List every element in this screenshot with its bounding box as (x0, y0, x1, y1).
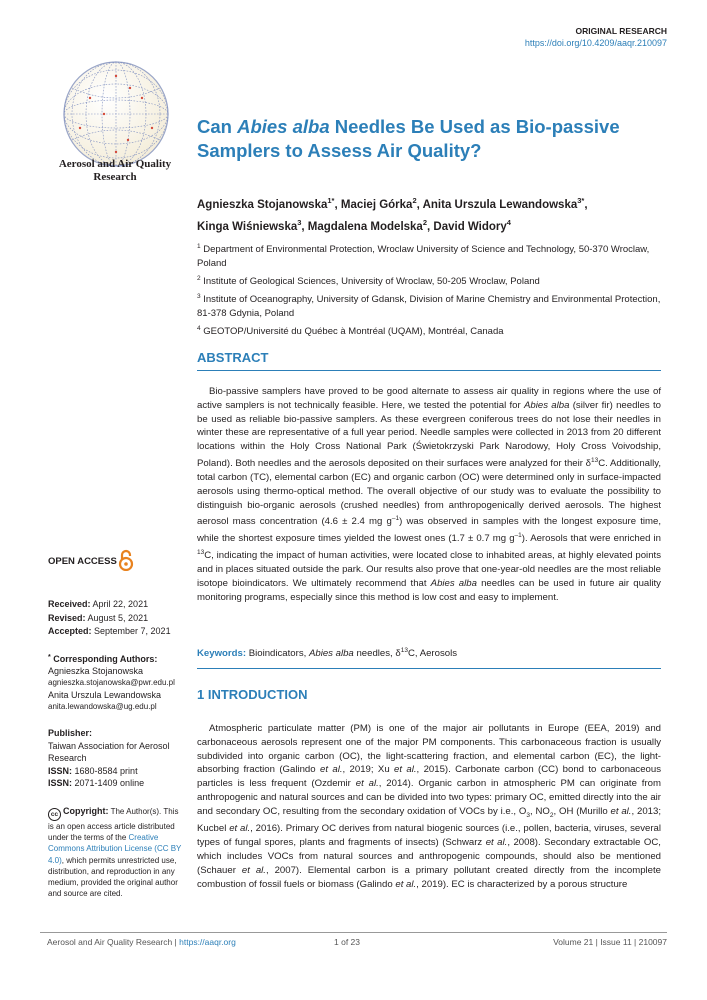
introduction-seg: et al. (395, 878, 417, 890)
introduction-seg: et al. (610, 805, 632, 817)
keywords-seg: C, Aerosols (407, 648, 458, 660)
author: Anita Urszula Lewandowska (422, 198, 578, 211)
abstract-sup: –1 (391, 515, 400, 523)
article-type-label: ORIGINAL RESEARCH (575, 26, 667, 36)
issn-print: 1680-8584 print (72, 765, 138, 776)
article-title (197, 115, 667, 163)
journal-name-line1: Aerosol and Air Quality (58, 158, 172, 170)
issn-online: 2071-1409 online (72, 778, 145, 788)
copyright-text: The Author(s). This is an open access article distributed under the terms of the (48, 807, 179, 843)
abstract-italic: Abies alba (430, 578, 477, 590)
abstract-text (197, 385, 661, 605)
author-sup: 2 (412, 196, 417, 205)
author-sep: , (334, 198, 341, 211)
affiliation-list (197, 240, 667, 341)
introduction-seg: , 2008). Secondary extractable OC, which includes VOCs from natural sources and anthropogenic compounds, should also be mentioned (Schauer (197, 837, 661, 876)
open-access-label: OPEN ACCESS (48, 556, 117, 567)
abstract-italic: Abies alba (524, 399, 570, 411)
keywords-seg: needles, δ (353, 648, 401, 660)
asterisk-mark: * (48, 654, 51, 661)
author-sup: 2 (422, 217, 428, 227)
introduction-seg: , 2014). Organic carbon in atmospheric PM can originate from anthropogenic and natural sources and can be divided into two types: primary OC, emitted directly into the air and secondary OC, resulting from the secondary oxidation of VOCs by i.e., O (197, 778, 661, 817)
keywords-italic: Abies alba (308, 648, 354, 660)
affiliation-num: 3 (197, 293, 201, 301)
introduction-seg: Atmospheric particulate matter (PM) is one of the major air pollutants in Europe (EEA, 2019) and carbonaceous aerosols represent one of the major PM components. This carbonaceous fraction is usually subdivided into organic carbon (OC), the light-scattering fraction, and elemental carbon (EC), the light-absorbing fraction (Galindo (197, 723, 661, 776)
introduction-seg: , 2019; Xu (342, 764, 395, 776)
received-label: Received: (48, 599, 91, 609)
introduction-seg: 3 (526, 811, 530, 819)
journal-name (45, 158, 185, 184)
abstract-sup: 13 (197, 549, 205, 557)
introduction-seg: et al. (485, 837, 508, 849)
issn-label: ISSN: (48, 765, 73, 776)
introduction-heading: 1 INTRODUCTION (197, 687, 308, 702)
issn-label: ISSN: (48, 778, 73, 788)
revised-label: Revised: (48, 612, 86, 623)
affiliation (197, 290, 667, 321)
author-sup: 3* (577, 196, 585, 205)
keywords-label: Keywords: (197, 648, 247, 660)
affiliation (197, 240, 667, 271)
introduction-seg: , 2015). Carbonate carbon (CC) bond to carbonaceous particles is less frequent (Ozdemir (197, 764, 662, 790)
introduction-text (197, 722, 661, 891)
abstract-seg: ). Aerosols that were enriched in (521, 533, 661, 545)
corresponding-label: Corresponding Authors: (53, 654, 158, 664)
received-date (48, 598, 171, 612)
author-sep: , (301, 220, 308, 233)
introduction-seg: et al. (319, 764, 343, 776)
copyright-notice (48, 806, 183, 899)
open-access-lock-icon (118, 549, 134, 571)
author-list (197, 192, 667, 236)
journal-name-line2: Research (93, 171, 137, 183)
author-sup: 4 (506, 217, 511, 227)
author: Magdalena Modelska (307, 220, 423, 233)
abstract-seg: C, indicating the impact of human activities, were located close to inhabited areas, at highly elevated points and in places situated outside the park. Our results also prove that one-year-old needles are the most reliable isotope bioindicators. We ultimately recommend that (197, 550, 661, 590)
author: David Widory (433, 220, 507, 233)
author-sep: , (416, 198, 423, 211)
copyright-label: Copyright: (63, 806, 109, 816)
footer-journal-name: Aerosol and Air Quality Research | (47, 937, 180, 947)
affiliation-text: GEOTOP/Université du Québec à Montréal (UQAM), Montréal, Canada (200, 326, 504, 338)
author-sup: 3 (297, 217, 302, 227)
affiliation-num: 2 (197, 275, 201, 283)
abstract-seg: (silver fir) needles to be used as reliable bio-passive samplers. As these evergreen coniferous trees do not lose their needles in winter these are representative of a full year period. Needle samples were collected in 2013 from 20 different locations within the Holy Cross National Park (Świetokrzyski Park Narodowy, Holy Cross Voivodship, Poland). Both needles and the aerosols deposited on their surfaces were analyzed for their δ (197, 399, 661, 470)
affiliation-text: Institute of Geological Sciences, University of Wroclaw, 50-205 Wroclaw, Poland (200, 276, 540, 288)
abstract-seg: ) was observed in samples with the longest exposure time, while the shortest exposure times yielded the lowest ones (1.7 ± 0.7 mg g (197, 516, 661, 545)
affiliation-text: Institute of Oceanography, University of Gdansk, Division of Marine Chemistry and Environmental Protection, 81-378 Gdynia, Poland (197, 294, 661, 320)
introduction-seg: , 2007). Elemental carbon is a primary pollutant created directly from the incomplete combustion of fossil fuels or biomass (Galindo (197, 864, 662, 890)
title-pre: Can (197, 116, 238, 137)
affiliation (197, 272, 667, 289)
accepted-date (48, 625, 171, 639)
footer-url-link[interactable]: https://aaqr.org (179, 937, 236, 947)
publisher-label: Publisher: (48, 728, 93, 738)
abstract-sup: 13 (591, 456, 599, 464)
introduction-seg: , 2016). Primary OC derives from natural biogenic sources (i.e., pollen, bacteria, viruses, several types of fungal spores, plants and fragments of insects) (Schwarz (197, 823, 661, 849)
introduction-seg: et al. (241, 864, 266, 876)
title-post: Needles Be Used as Bio-passive Samplers to Assess Air Quality? (197, 116, 620, 161)
introduction-seg: , 2013; Kucbel (197, 805, 661, 835)
doi-link[interactable]: https://doi.org/10.4209/aaqr.210097 (524, 38, 667, 48)
corresponding-author-name: Anita Urszula Lewandowska (48, 690, 162, 700)
abstract-sup: –1 (514, 532, 522, 540)
article-dates (48, 598, 171, 639)
author-sep: , (427, 220, 434, 233)
corresponding-author-email[interactable]: agnieszka.stojanowska@pwr.edu.pl (48, 678, 175, 687)
footer-journal (47, 937, 236, 947)
cc-license-link[interactable]: Creative Commons Attribution License (CC BY 4.0) (48, 833, 182, 865)
introduction-seg: et al. (229, 823, 251, 835)
abstract-heading: ABSTRACT (197, 350, 269, 365)
journal-logo-globe-icon (60, 58, 172, 170)
affiliation (197, 322, 667, 339)
corresponding-authors (48, 652, 175, 713)
author: Maciej Górka (340, 198, 413, 211)
author-sep: , (584, 198, 588, 211)
accepted-label: Accepted: (48, 626, 92, 636)
publisher-info (48, 727, 170, 790)
keywords-sup: 13 (400, 647, 408, 654)
author: Agnieszka Stojanowska (197, 198, 328, 211)
author-sup: 1* (327, 196, 335, 205)
footer-volume: Volume 21 | Issue 11 | 210097 (553, 937, 667, 947)
revised-value: August 5, 2021 (85, 612, 149, 623)
abstract-bottom-divider (197, 668, 661, 669)
introduction-seg: , OH (Murillo (553, 805, 611, 817)
keywords-seg: Bioindicators, (246, 648, 309, 660)
publisher-name: Taiwan Association for Aerosol (48, 740, 170, 751)
introduction-seg: et al. (394, 764, 417, 776)
received-value: April 22, 2021 (90, 599, 149, 609)
abstract-seg: needles can be used in future air quality monitoring programs, especially since this method is low cost and easy to implement. (197, 578, 661, 603)
introduction-seg: 2 (549, 811, 554, 819)
revised-date (48, 612, 171, 626)
keywords-line (197, 647, 661, 659)
abstract-top-divider (197, 370, 661, 371)
author: Kinga Wiśniewska (197, 220, 298, 233)
affiliation-num: 4 (197, 325, 201, 333)
abstract-seg: Bio-passive samplers have proved to be good alternate to assess air quality in regions where the use of active samplers is not technically feasible. Here, we tested the potential for (197, 386, 661, 411)
affiliation-text: Department of Environmental Protection, Wroclaw University of Science and Technology, 50-370 Wroclaw, Poland (197, 244, 650, 270)
introduction-seg: et al. (355, 778, 379, 790)
accepted-value: September 7, 2021 (91, 626, 171, 636)
copyright-text: , which permits unrestricted use, distribution, and reproduction in any medium, provided the original author and source are cited. (48, 855, 178, 899)
corresponding-author-email[interactable]: anita.lewandowska@ug.edu.pl (48, 702, 157, 711)
corresponding-author-name: Agnieszka Stojanowska (48, 666, 144, 676)
creative-commons-icon: cc (48, 808, 61, 821)
introduction-seg: , NO (530, 805, 550, 817)
title-italic: Abies alba (237, 116, 330, 137)
affiliation-num: 1 (197, 243, 201, 250)
footer-page-number: 1 of 23 (334, 937, 360, 947)
footer-divider (40, 932, 667, 933)
publisher-name: Research (48, 753, 87, 763)
introduction-seg: , 2019). EC is characterized by a porous structure (416, 878, 628, 890)
abstract-seg: C. Additionally, total carbon (TC), elemental carbon (EC) and organic carbon (OC) were determined only in surface-impacted aerosols using thermo-optical method. The overall objective of our study was to evaluate the possibility to distinguish bio-organic aerosols (crushed needles) from anthropogenically derived aerosols. The highest aerosol mass concentration (4.6 ± 2.4 mg g (197, 458, 662, 528)
